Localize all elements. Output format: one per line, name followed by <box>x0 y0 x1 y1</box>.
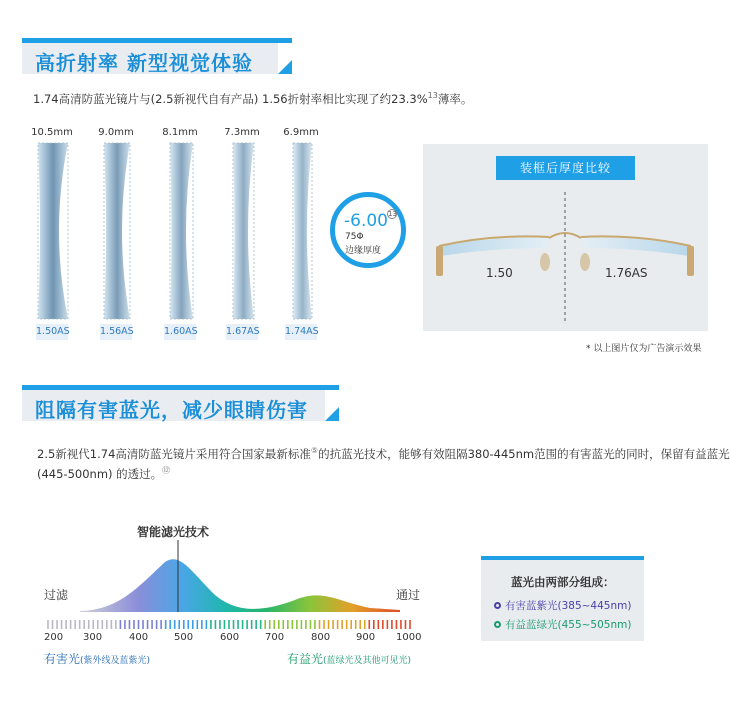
lens-thickness: 10.5mm <box>31 127 73 138</box>
diameter-label: 75Φ <box>345 232 364 242</box>
ref-mark: ⑫ <box>162 466 171 475</box>
ref-mark: ⑤ <box>310 446 319 455</box>
banner-corner-icon <box>278 60 292 74</box>
lens-thickness: 7.3mm <box>224 127 260 138</box>
card-item-beneficial <box>494 617 631 632</box>
section1-text: 1.74高清防蓝光镜片与(2.5新视代自有产品) 1.56折射率相比实现了约23.3% <box>33 92 428 106</box>
card-item-text: 有害蓝紫光(385~445nm) <box>505 600 632 612</box>
left-lens-label: 1.50 <box>486 266 513 280</box>
blue-light-info-card <box>481 556 644 641</box>
lens-shape-icon <box>96 141 136 321</box>
section1-text-end: 薄率。 <box>437 92 473 106</box>
lens-thickness: 6.9mm <box>283 127 319 138</box>
lens-tag: 1.60AS <box>164 324 196 340</box>
section1-paragraph <box>33 85 472 110</box>
tick-label: 700 <box>265 632 285 643</box>
lens-thickness: 8.1mm <box>162 127 198 138</box>
tick-label: 400 <box>129 632 149 643</box>
section1-banner <box>22 38 292 74</box>
green-dot-icon <box>494 621 501 628</box>
card-item-text: 有益蓝绿光(455~505nm) <box>505 619 632 631</box>
section2-title: 阻隔有害蓝光，减少眼睛伤害 <box>35 398 308 422</box>
harmful-title: 有害光 <box>44 652 81 666</box>
wavelength-ticks <box>44 618 414 632</box>
lens-156 <box>88 127 144 342</box>
tick-label: 300 <box>83 632 103 643</box>
tick-label: 1000 <box>396 632 422 643</box>
lens-150 <box>24 127 80 342</box>
section2-paragraph-line2 <box>37 460 170 485</box>
beneficial-light-label <box>287 650 411 667</box>
tick-label: 500 <box>174 632 194 643</box>
lens-shape-icon <box>281 141 321 321</box>
tick-label: 800 <box>311 632 331 643</box>
filter-label: 过滤 <box>44 588 69 602</box>
lens-167 <box>214 127 270 342</box>
lens-160 <box>152 127 208 342</box>
edge-thickness-badge <box>330 192 406 268</box>
edge-thickness-label: 边缘厚度 <box>345 246 382 256</box>
harmful-note: (紫外线及蓝紫光) <box>80 656 151 666</box>
lens-thickness: 9.0mm <box>98 127 134 138</box>
beneficial-title: 有益光 <box>287 652 324 666</box>
panel-title: 装框后厚度比较 <box>496 156 635 180</box>
pass-label: 通过 <box>396 588 421 602</box>
beneficial-note: (蓝绿光及其他可见光) <box>323 656 412 666</box>
card-title: 蓝光由两部分组成： <box>511 575 615 589</box>
lens-shape-icon <box>160 141 200 321</box>
tick-label: 900 <box>356 632 376 643</box>
section2-banner <box>22 385 339 421</box>
lens-tag: 1.50AS <box>36 324 68 340</box>
lens-tag: 1.67AS <box>226 324 258 340</box>
lens-174 <box>273 127 329 342</box>
section1-title: 高折射率 新型视觉体验 <box>35 51 253 75</box>
ref-mark: 13 <box>388 210 397 218</box>
card-topbar <box>481 556 644 560</box>
harmful-light-label <box>44 650 150 667</box>
banner-corner-icon <box>325 407 339 421</box>
wavelength-axis <box>40 632 422 646</box>
section2-text-end: 的抗蓝光技术，能够有效阻隔380-445nm范围的有害蓝光的同时，保留有益蓝光 <box>318 447 730 461</box>
ref-mark: 13 <box>427 91 438 100</box>
glasses-icon <box>423 144 708 331</box>
lens-tag: 1.74AS <box>285 324 317 340</box>
smart-filter-label: 智能滤光技术 <box>137 525 210 539</box>
lens-shape-icon <box>32 141 72 321</box>
purple-dot-icon <box>494 602 501 609</box>
lens-tag: 1.56AS <box>100 324 132 340</box>
card-item-harmful <box>494 598 631 613</box>
frame-comparison-panel <box>423 144 708 331</box>
section2-text2: (445-500nm) 的透过。 <box>37 467 163 481</box>
lens-shape-icon <box>222 141 262 321</box>
tick-label: 600 <box>220 632 240 643</box>
diopter-value: -6.00 <box>344 211 388 231</box>
section2-text: 2.5新视代1.74高清防蓝光镜片采用符合国家最新标准 <box>37 447 311 461</box>
disclaimer-note: * 以上图片仅为广告演示效果 <box>586 344 702 354</box>
tick-label: 200 <box>44 632 64 643</box>
tick-marks <box>48 620 410 629</box>
right-lens-label: 1.76AS <box>605 266 648 280</box>
